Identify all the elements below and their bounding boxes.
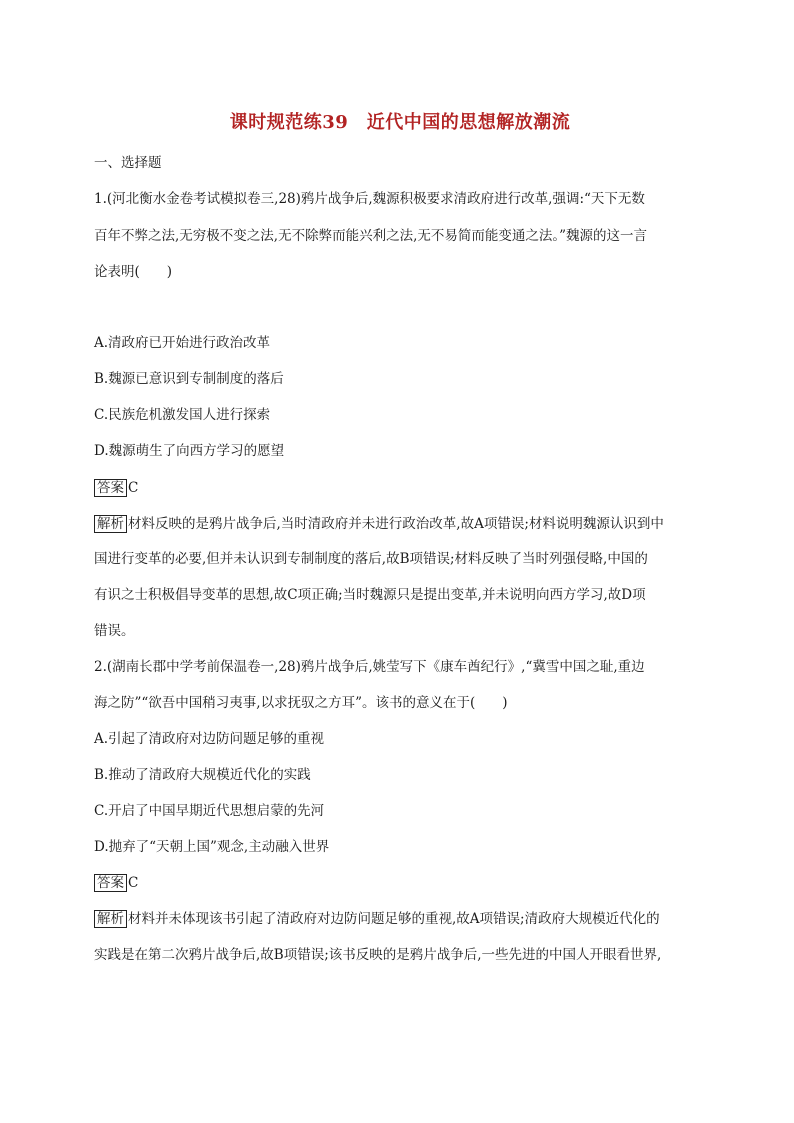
q2-option-c: C.开启了中国早期近代思想启蒙的先河 bbox=[94, 803, 325, 819]
q2-analysis-text-1: 材料并未体现该书引起了清政府对边防问题足够的重视,故A项错误;清政府大规模近代化的 bbox=[128, 911, 660, 927]
page-title: 课时规范练39 近代中国的思想解放潮流 bbox=[229, 112, 571, 133]
q1-option-a: A.清政府已开始进行政治改革 bbox=[94, 335, 271, 351]
q2-stem-line-2: 海之防”“欲吾中国稍习夷事,以求抚驭之方耳”。该书的意义在于( ) bbox=[94, 695, 508, 711]
answer-label-box: 答案 bbox=[94, 874, 127, 892]
q2-option-b: B.推动了清政府大规模近代化的实践 bbox=[94, 767, 311, 783]
q1-stem-line-1: 1.(河北衡水金卷考试模拟卷三,28)鸦片战争后,魏源积极要求清政府进行改革,强调:“天下无数 bbox=[94, 191, 645, 207]
answer-label-box: 答案 bbox=[94, 479, 127, 497]
section-heading: 一、选择题 bbox=[94, 155, 162, 171]
q1-analysis-line-3: 有识之士积极倡导变革的思想,故C项正确;当时魏源只是提出变革,并未说明向西方学习,故D项 bbox=[94, 587, 646, 603]
q1-answer-value: C bbox=[128, 480, 139, 496]
q2-answer-value: C bbox=[128, 875, 139, 891]
q2-analysis-line-1 bbox=[94, 910, 660, 928]
q1-analysis-line-1 bbox=[94, 515, 664, 533]
q2-analysis-line-2: 实践是在第二次鸦片战争后,故B项错误;该书反映的是鸦片战争后,一些先进的中国人开眼看世界, bbox=[94, 947, 662, 963]
q1-answer bbox=[94, 479, 138, 497]
q1-analysis-line-4: 错误。 bbox=[94, 623, 135, 639]
q1-option-b: B.魏源已意识到专制制度的落后 bbox=[94, 371, 284, 387]
q2-option-d: D.抛弃了“天朝上国”观念,主动融入世界 bbox=[94, 839, 330, 855]
q1-analysis-text-1: 材料反映的是鸦片战争后,当时清政府并未进行政治改革,故A项错误;材料说明魏源认识到中 bbox=[128, 516, 664, 532]
q2-option-a: A.引起了清政府对边防问题足够的重视 bbox=[94, 731, 325, 747]
analysis-label-box: 解析 bbox=[94, 910, 127, 928]
q1-stem-line-3: 论表明( ) bbox=[94, 264, 173, 280]
q1-analysis-line-2: 国进行变革的必要,但并未认识到专制制度的落后,故B项错误;材料反映了当时列强侵略,中国的 bbox=[94, 551, 648, 567]
q1-option-c: C.民族危机激发国人进行探索 bbox=[94, 407, 271, 423]
q2-stem-line-1: 2.(湖南长郡中学考前保温卷一,28)鸦片战争后,姚莹写下《康车酋纪行》,“冀雪中国之耻,重边 bbox=[94, 659, 645, 675]
q1-option-d: D.魏源萌生了向西方学习的愿望 bbox=[94, 443, 285, 459]
analysis-label-box: 解析 bbox=[94, 515, 127, 533]
q2-answer bbox=[94, 874, 138, 892]
q1-stem-line-2: 百年不弊之法,无穷极不变之法,无不除弊而能兴利之法,无不易简而能变通之法。”魏源的这一言 bbox=[94, 228, 648, 244]
